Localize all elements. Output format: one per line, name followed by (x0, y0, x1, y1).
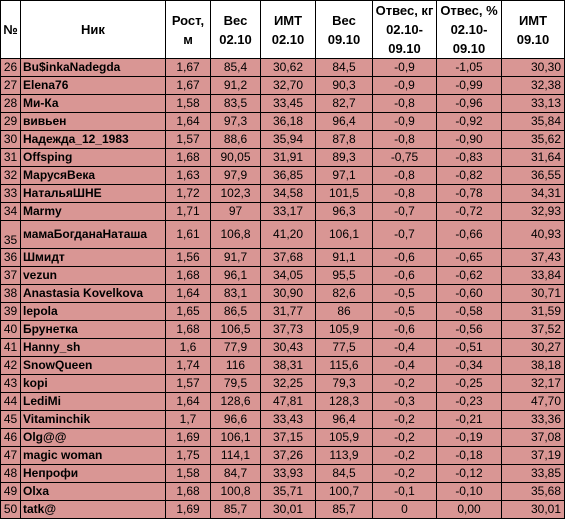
row-weight-0910: 82,6 (316, 285, 373, 303)
row-weight-0910: 96,3 (316, 203, 373, 221)
row-weight-0210: 106,1 (211, 429, 261, 447)
row-loss-kg: -0,4 (373, 357, 437, 375)
row-weight-0210: 85,7 (211, 501, 261, 519)
row-bmi-0910: 32,17 (502, 375, 565, 393)
row-height: 1,71 (166, 203, 211, 221)
row-bmi-0210: 30,43 (261, 339, 316, 357)
row-bmi-0910: 34,31 (502, 185, 565, 203)
row-nick: МарусяВека (21, 167, 166, 185)
row-bmi-0210: 32,70 (261, 77, 316, 95)
table-row (1, 113, 565, 131)
row-height: 1,57 (166, 131, 211, 149)
row-loss-percent: -0,56 (437, 321, 502, 339)
row-loss-percent: -0,10 (437, 483, 502, 501)
row-loss-percent: -0,58 (437, 303, 502, 321)
row-weight-0210: 96,1 (211, 267, 261, 285)
table-body (1, 59, 565, 519)
row-loss-percent: -0,25 (437, 375, 502, 393)
row-number: 46 (1, 429, 21, 447)
row-loss-percent: -0,90 (437, 131, 502, 149)
table-row (1, 483, 565, 501)
row-bmi-0210: 31,91 (261, 149, 316, 167)
row-loss-kg: -0,6 (373, 267, 437, 285)
row-loss-percent: -0,72 (437, 203, 502, 221)
table-row (1, 501, 565, 519)
row-height: 1,69 (166, 429, 211, 447)
row-number: 33 (1, 185, 21, 203)
row-bmi-0210: 37,15 (261, 429, 316, 447)
row-number: 34 (1, 203, 21, 221)
row-height: 1,74 (166, 357, 211, 375)
table-row (1, 167, 565, 185)
row-bmi-0210: 37,73 (261, 321, 316, 339)
row-bmi-0910: 36,55 (502, 167, 565, 185)
table-row (1, 285, 565, 303)
row-loss-kg: -0,2 (373, 429, 437, 447)
table-row (1, 149, 565, 167)
row-number: 29 (1, 113, 21, 131)
row-number: 47 (1, 447, 21, 465)
header-row (1, 1, 565, 59)
table-row (1, 411, 565, 429)
row-loss-percent: -0,83 (437, 149, 502, 167)
row-weight-0210: 79,5 (211, 375, 261, 393)
row-weight-0210: 77,9 (211, 339, 261, 357)
row-bmi-0910: 35,68 (502, 483, 565, 501)
table-row (1, 77, 565, 95)
row-weight-0210: 84,7 (211, 465, 261, 483)
row-weight-0210: 97,3 (211, 113, 261, 131)
row-weight-0910: 113,9 (316, 447, 373, 465)
row-height: 1,67 (166, 77, 211, 95)
header-weight-0210: Вес 02.10 (211, 1, 261, 59)
row-loss-kg: -0,1 (373, 483, 437, 501)
row-weight-0210: 86,5 (211, 303, 261, 321)
table-row (1, 465, 565, 483)
row-loss-kg: -0,7 (373, 203, 437, 221)
row-weight-0210: 114,1 (211, 447, 261, 465)
row-loss-percent: -0,34 (437, 357, 502, 375)
row-loss-kg: -0,6 (373, 321, 437, 339)
row-weight-0210: 100,8 (211, 483, 261, 501)
table-row (1, 321, 565, 339)
row-nick: Брунетка (21, 321, 166, 339)
row-height: 1,64 (166, 113, 211, 131)
row-loss-kg: -0,2 (373, 465, 437, 483)
row-bmi-0210: 47,81 (261, 393, 316, 411)
row-height: 1,57 (166, 375, 211, 393)
row-nick: Olg@@ (21, 429, 166, 447)
row-nick: Надежда_12_1983 (21, 131, 166, 149)
row-nick: vezun (21, 267, 166, 285)
row-height: 1,68 (166, 149, 211, 167)
table-row (1, 185, 565, 203)
row-loss-kg: -0,2 (373, 411, 437, 429)
row-weight-0910: 86 (316, 303, 373, 321)
row-height: 1,7 (166, 411, 211, 429)
row-weight-0210: 83,5 (211, 95, 261, 113)
row-loss-kg: -0,2 (373, 447, 437, 465)
row-number: 30 (1, 131, 21, 149)
row-bmi-0910: 33,84 (502, 267, 565, 285)
row-nick: вивьен (21, 113, 166, 131)
row-weight-0210: 85,4 (211, 59, 261, 77)
row-bmi-0210: 33,93 (261, 465, 316, 483)
table-row (1, 429, 565, 447)
table-header (1, 1, 565, 59)
row-loss-percent: -0,99 (437, 77, 502, 95)
row-nick: Bu$inkaNadegda (21, 59, 166, 77)
row-weight-0210: 83,1 (211, 285, 261, 303)
row-height: 1,6 (166, 339, 211, 357)
row-loss-percent: -0,18 (437, 447, 502, 465)
row-bmi-0210: 30,01 (261, 501, 316, 519)
row-number: 32 (1, 167, 21, 185)
row-weight-0210: 102,3 (211, 185, 261, 203)
table-row (1, 393, 565, 411)
row-loss-kg: -0,5 (373, 285, 437, 303)
row-loss-kg: -0,7 (373, 221, 437, 249)
row-height: 1,65 (166, 303, 211, 321)
row-nick: Ми-Ка (21, 95, 166, 113)
row-bmi-0910: 33,36 (502, 411, 565, 429)
row-weight-0910: 128,3 (316, 393, 373, 411)
row-bmi-0910: 32,93 (502, 203, 565, 221)
row-loss-percent: -0,96 (437, 95, 502, 113)
row-bmi-0910: 47,70 (502, 393, 565, 411)
row-height: 1,68 (166, 267, 211, 285)
row-height: 1,61 (166, 221, 211, 249)
row-number: 27 (1, 77, 21, 95)
row-weight-0210: 116 (211, 357, 261, 375)
header-number: № (1, 1, 21, 59)
row-loss-kg: -0,9 (373, 59, 437, 77)
row-weight-0910: 101,5 (316, 185, 373, 203)
row-weight-0910: 95,5 (316, 267, 373, 285)
row-nick: tatk@ (21, 501, 166, 519)
row-nick: Hanny_sh (21, 339, 166, 357)
row-number: 45 (1, 411, 21, 429)
table-row (1, 447, 565, 465)
row-loss-kg: -0,3 (373, 393, 437, 411)
row-number: 40 (1, 321, 21, 339)
row-bmi-0210: 37,26 (261, 447, 316, 465)
row-weight-0910: 89,3 (316, 149, 373, 167)
row-bmi-0910: 30,30 (502, 59, 565, 77)
row-bmi-0910: 33,85 (502, 465, 565, 483)
row-weight-0910: 87,8 (316, 131, 373, 149)
row-bmi-0910: 35,62 (502, 131, 565, 149)
row-bmi-0210: 30,90 (261, 285, 316, 303)
row-loss-percent: -0,65 (437, 249, 502, 267)
row-loss-percent: -0,21 (437, 411, 502, 429)
row-height: 1,58 (166, 95, 211, 113)
row-number: 31 (1, 149, 21, 167)
row-weight-0910: 96,4 (316, 411, 373, 429)
row-loss-kg: -0,8 (373, 95, 437, 113)
row-nick: Шмидт (21, 249, 166, 267)
row-weight-0910: 100,7 (316, 483, 373, 501)
row-number: 49 (1, 483, 21, 501)
row-bmi-0210: 31,77 (261, 303, 316, 321)
row-nick: magic woman (21, 447, 166, 465)
row-height: 1,68 (166, 483, 211, 501)
table-row (1, 59, 565, 77)
row-weight-0210: 128,6 (211, 393, 261, 411)
row-bmi-0910: 37,08 (502, 429, 565, 447)
row-height: 1,64 (166, 393, 211, 411)
header-height: Рост, м (166, 1, 211, 59)
row-nick: kopi (21, 375, 166, 393)
row-height: 1,69 (166, 501, 211, 519)
header-bmi-0210: ИМТ 02.10 (261, 1, 316, 59)
row-weight-0910: 96,4 (316, 113, 373, 131)
row-bmi-0910: 40,93 (502, 221, 565, 249)
row-nick: Elena76 (21, 77, 166, 95)
row-weight-0910: 84,5 (316, 59, 373, 77)
row-bmi-0210: 37,68 (261, 249, 316, 267)
row-bmi-0910: 30,27 (502, 339, 565, 357)
row-nick: Anastasia Kovelkova (21, 285, 166, 303)
table-row (1, 375, 565, 393)
row-number: 43 (1, 375, 21, 393)
row-bmi-0910: 31,64 (502, 149, 565, 167)
row-weight-0910: 91,1 (316, 249, 373, 267)
row-nick: Vitaminchik (21, 411, 166, 429)
header-bmi-0910: ИМТ 09.10 (502, 1, 565, 59)
row-bmi-0210: 36,18 (261, 113, 316, 131)
row-bmi-0210: 33,43 (261, 411, 316, 429)
row-number: 39 (1, 303, 21, 321)
row-weight-0910: 82,7 (316, 95, 373, 113)
table-row (1, 131, 565, 149)
row-number: 44 (1, 393, 21, 411)
row-bmi-0210: 33,17 (261, 203, 316, 221)
row-bmi-0210: 34,05 (261, 267, 316, 285)
row-height: 1,75 (166, 447, 211, 465)
header-loss-kg: Отвес, кг 02.10-09.10 (373, 1, 437, 59)
table-row (1, 267, 565, 285)
row-bmi-0910: 35,84 (502, 113, 565, 131)
row-height: 1,58 (166, 465, 211, 483)
row-weight-0210: 106,8 (211, 221, 261, 249)
row-loss-percent: -1,05 (437, 59, 502, 77)
table-row (1, 221, 565, 249)
row-number: 26 (1, 59, 21, 77)
row-bmi-0210: 33,45 (261, 95, 316, 113)
row-bmi-0910: 30,71 (502, 285, 565, 303)
row-weight-0910: 106,1 (316, 221, 373, 249)
row-number: 35 (1, 221, 21, 249)
row-nick: lepola (21, 303, 166, 321)
row-weight-0210: 96,6 (211, 411, 261, 429)
row-loss-percent: -0,60 (437, 285, 502, 303)
row-number: 36 (1, 249, 21, 267)
row-loss-percent: -0,82 (437, 167, 502, 185)
row-number: 48 (1, 465, 21, 483)
row-weight-0210: 97 (211, 203, 261, 221)
row-number: 42 (1, 357, 21, 375)
row-bmi-0210: 32,25 (261, 375, 316, 393)
row-loss-percent: -0,78 (437, 185, 502, 203)
row-bmi-0210: 35,94 (261, 131, 316, 149)
row-loss-kg: -0,9 (373, 77, 437, 95)
row-weight-0210: 97,9 (211, 167, 261, 185)
row-loss-kg: -0,75 (373, 149, 437, 167)
row-bmi-0910: 37,43 (502, 249, 565, 267)
row-loss-kg: -0,8 (373, 167, 437, 185)
row-nick: НатальяШНЕ (21, 185, 166, 203)
row-loss-percent: -0,51 (437, 339, 502, 357)
row-loss-percent: -0,92 (437, 113, 502, 131)
row-weight-0210: 106,5 (211, 321, 261, 339)
row-height: 1,67 (166, 59, 211, 77)
row-bmi-0910: 32,38 (502, 77, 565, 95)
row-weight-0910: 77,5 (316, 339, 373, 357)
row-loss-percent: -0,12 (437, 465, 502, 483)
row-weight-0910: 85,7 (316, 501, 373, 519)
row-bmi-0210: 35,71 (261, 483, 316, 501)
row-bmi-0210: 34,58 (261, 185, 316, 203)
row-weight-0910: 115,6 (316, 357, 373, 375)
table-row (1, 95, 565, 113)
row-loss-kg: -0,6 (373, 249, 437, 267)
row-loss-percent: -0,62 (437, 267, 502, 285)
row-number: 50 (1, 501, 21, 519)
row-weight-0210: 90,05 (211, 149, 261, 167)
row-weight-0910: 105,9 (316, 429, 373, 447)
row-bmi-0910: 37,52 (502, 321, 565, 339)
row-bmi-0210: 36,85 (261, 167, 316, 185)
row-weight-0210: 91,2 (211, 77, 261, 95)
row-number: 37 (1, 267, 21, 285)
row-height: 1,56 (166, 249, 211, 267)
row-height: 1,72 (166, 185, 211, 203)
row-loss-kg: -0,5 (373, 303, 437, 321)
row-nick: Непрофи (21, 465, 166, 483)
table-row (1, 339, 565, 357)
row-bmi-0910: 31,59 (502, 303, 565, 321)
row-loss-percent: -0,23 (437, 393, 502, 411)
row-height: 1,64 (166, 285, 211, 303)
table-row (1, 303, 565, 321)
row-nick: SnowQueen (21, 357, 166, 375)
row-loss-kg: -0,2 (373, 375, 437, 393)
row-bmi-0210: 30,62 (261, 59, 316, 77)
row-weight-0910: 79,3 (316, 375, 373, 393)
row-weight-0910: 97,1 (316, 167, 373, 185)
row-nick: LediMi (21, 393, 166, 411)
row-bmi-0210: 38,31 (261, 357, 316, 375)
header-weight-0910: Вес 09.10 (316, 1, 373, 59)
table-row (1, 357, 565, 375)
row-number: 38 (1, 285, 21, 303)
header-nick: Ник (21, 1, 166, 59)
row-loss-kg: -0,8 (373, 131, 437, 149)
row-nick: Offsping (21, 149, 166, 167)
row-bmi-0210: 41,20 (261, 221, 316, 249)
row-weight-0210: 88,6 (211, 131, 261, 149)
row-number: 28 (1, 95, 21, 113)
table-row (1, 249, 565, 267)
row-loss-kg: -0,9 (373, 113, 437, 131)
row-bmi-0910: 37,19 (502, 447, 565, 465)
row-weight-0210: 91,7 (211, 249, 261, 267)
row-height: 1,68 (166, 321, 211, 339)
header-loss-percent: Отвес, % 02.10-09.10 (437, 1, 502, 59)
row-weight-0910: 90,3 (316, 77, 373, 95)
row-weight-0910: 105,9 (316, 321, 373, 339)
row-nick: Olxa (21, 483, 166, 501)
row-bmi-0910: 30,01 (502, 501, 565, 519)
row-bmi-0910: 33,13 (502, 95, 565, 113)
row-loss-percent: 0,00 (437, 501, 502, 519)
row-loss-kg: 0 (373, 501, 437, 519)
row-height: 1,63 (166, 167, 211, 185)
row-nick: мамаБогданаНаташа (21, 221, 166, 249)
row-loss-kg: -0,4 (373, 339, 437, 357)
row-bmi-0910: 38,18 (502, 357, 565, 375)
row-loss-percent: -0,66 (437, 221, 502, 249)
table-row (1, 203, 565, 221)
row-weight-0910: 84,5 (316, 465, 373, 483)
row-number: 41 (1, 339, 21, 357)
row-nick: Marmy (21, 203, 166, 221)
row-loss-kg: -0,8 (373, 185, 437, 203)
row-loss-percent: -0,19 (437, 429, 502, 447)
